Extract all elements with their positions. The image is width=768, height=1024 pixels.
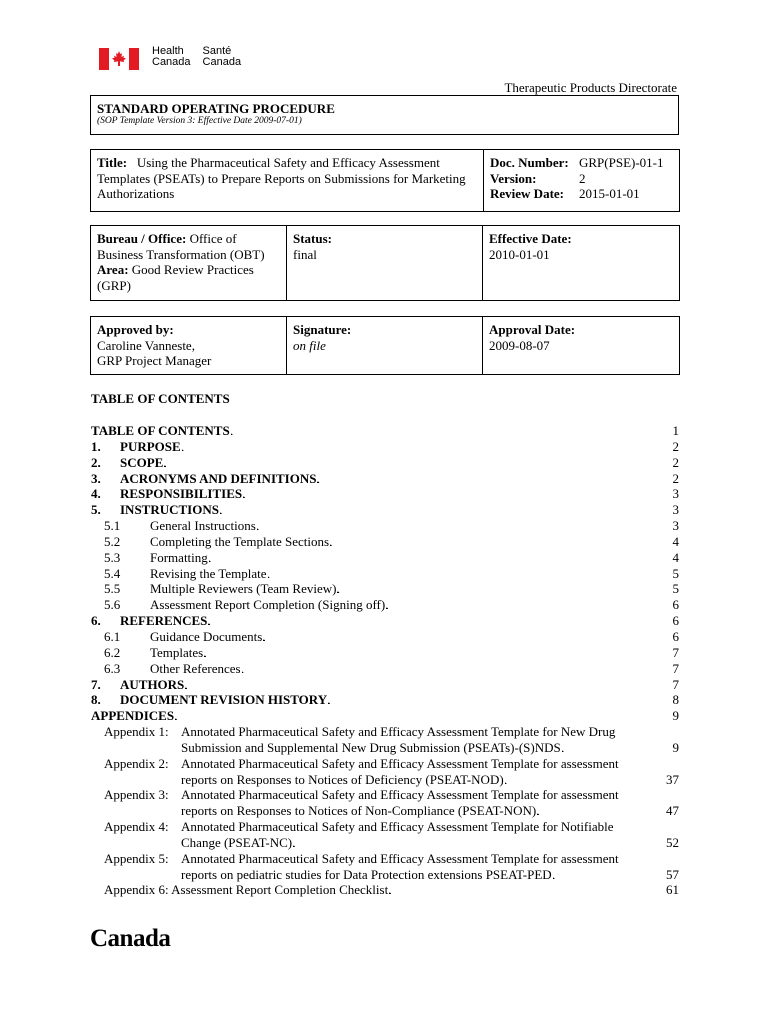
toc-entry-page: 2	[672, 438, 679, 454]
toc-entry-text: AUTHORS	[120, 676, 185, 692]
toc-entry-page: 6	[672, 613, 679, 629]
toc-entry-page: 6	[672, 628, 679, 644]
toc-entry-text: APPENDICES	[91, 708, 175, 724]
approved-by-cell	[91, 317, 287, 375]
status-cell	[287, 226, 483, 301]
toc-entry-num: Appendix 1:	[104, 724, 169, 740]
toc-entry[interactable]	[91, 708, 679, 724]
toc-entry-text: General Instructions	[150, 518, 256, 534]
toc-entry[interactable]	[91, 661, 679, 677]
toc-entry-text: Assessment Report Completion (Signing off)	[150, 597, 386, 613]
status-label: Status:	[293, 231, 333, 246]
toc-entry[interactable]	[91, 819, 679, 835]
toc-heading: TABLE OF CONTENTS	[91, 391, 230, 406]
toc-entry-num: 8.	[91, 692, 101, 708]
signature-cell	[287, 317, 483, 375]
toc-entry-page: 2	[672, 470, 679, 486]
toc-entry-page: 4	[672, 549, 679, 565]
toc-entry-text: RESPONSIBILITIES	[120, 486, 243, 502]
toc-entry-page: 9	[672, 708, 679, 724]
toc-entry-text: INSTRUCTIONS	[120, 502, 219, 518]
doc-title-label: Title:	[97, 155, 128, 170]
approval-table	[90, 316, 680, 375]
directorate-label: Therapeutic Products Directorate	[504, 80, 677, 95]
toc-entry-text: Completing the Template Sections	[150, 533, 330, 549]
toc-entry-page: 3	[672, 518, 679, 534]
bureau-value: Office of Business Transformation (OBT)	[97, 231, 265, 262]
toc-entry-text: reports on Responses to Notices of Deficiency (PSEAT-NOD)	[181, 771, 504, 787]
toc-entry-text: Submission and Supplemental New Drug Submission (PSEATs)-(S)NDS	[181, 739, 561, 755]
sop-header-box	[90, 95, 679, 135]
sop-title: STANDARD OPERATING PROCEDURE	[97, 101, 335, 116]
approved-by-role: GRP Project Manager	[97, 353, 212, 368]
toc-entry-page: 5	[672, 581, 679, 597]
toc-entry-text: Annotated Pharmaceutical Safety and Efficacy Assessment Template for Notifiable	[181, 819, 614, 835]
signature-value: on file	[293, 337, 326, 353]
toc-entry-page: 7	[672, 660, 679, 676]
toc-entry[interactable]	[91, 645, 679, 661]
toc-entry[interactable]	[91, 613, 679, 629]
toc-entry-text: Annotated Pharmaceutical Safety and Efficacy Assessment Template for assessment	[181, 850, 619, 866]
doc-info-table	[90, 149, 680, 212]
toc-entry-page: 7	[672, 644, 679, 660]
toc-entry-page: 9	[672, 739, 679, 755]
toc-entry[interactable]	[91, 439, 679, 455]
sop-subtitle: (SOP Template Version 3: Effective Date 2009-07-01)	[97, 116, 302, 126]
toc-entry-num: 5.	[91, 502, 101, 518]
review-date-label: Review Date:	[490, 186, 564, 201]
effective-date-cell	[483, 226, 680, 301]
toc-entry-text: PURPOSE	[120, 438, 181, 454]
toc-entry[interactable]	[91, 581, 679, 597]
toc-entry-num: Appendix 5:	[104, 850, 169, 866]
toc-entry-page: 61	[666, 882, 679, 898]
toc-entry[interactable]	[91, 629, 679, 645]
toc-entry-num: 6.1	[104, 628, 121, 644]
toc-entry-num: 7.	[91, 676, 101, 692]
toc-entry-text: REFERENCES	[120, 613, 208, 629]
doc-title-cell	[91, 150, 484, 212]
toc-entry-text: Other References	[150, 660, 241, 676]
status-value: final	[293, 246, 317, 262]
approval-date-value: 2009-08-07	[489, 337, 550, 353]
canada-fr: Canada	[202, 56, 242, 68]
version-label: Version:	[490, 170, 537, 186]
toc-entry-text: Templates	[150, 644, 204, 660]
toc-entry-text: reports on pediatric studies for Data Protection extensions PSEAT-PED	[181, 866, 552, 882]
toc-entry-num: Appendix 3:	[104, 787, 169, 803]
doc-number-cell	[484, 150, 680, 212]
toc-entry-page: 4	[672, 533, 679, 549]
toc-entry[interactable]	[91, 677, 679, 693]
approved-by-name: Caroline Vanneste,	[97, 337, 195, 353]
toc-entry[interactable]	[91, 787, 679, 803]
toc-entry[interactable]	[91, 518, 679, 534]
toc-entry[interactable]	[91, 566, 679, 582]
toc-entry[interactable]	[91, 803, 679, 819]
toc-entry-page: 1	[672, 423, 679, 438]
toc-entry[interactable]	[91, 597, 679, 613]
canada-en: Canada	[152, 56, 191, 68]
office-table	[90, 225, 680, 301]
area-value: Good Review Practices (GRP)	[97, 262, 254, 293]
doc-title-value: Using the Pharmaceutical Safety and Efficacy Assessment Templates (PSEATs) to Prepare Reports on Submissions for Marketing Authorizations	[97, 155, 466, 201]
toc-entry-num: Appendix 2:	[104, 755, 169, 771]
toc-entry-text: Change (PSEAT-NC)	[181, 834, 293, 850]
toc-entry-text: ACRONYMS AND DEFINITIONS	[120, 470, 317, 486]
toc-entry-text: Formatting	[150, 549, 208, 565]
toc-entry[interactable]	[91, 550, 679, 566]
toc-entry-num: 6.3	[104, 660, 121, 676]
review-date-value: 2015-01-01	[579, 186, 640, 201]
health-en: Health	[152, 45, 184, 57]
signature-label: Signature:	[293, 322, 352, 337]
effective-date-value: 2010-01-01	[489, 246, 550, 262]
toc-entry-num: 6.	[91, 613, 101, 629]
toc-entry-text: SCOPE	[120, 454, 164, 470]
toc-entry[interactable]	[91, 423, 679, 439]
effective-date-label: Effective Date:	[489, 231, 572, 246]
canada-wordmark	[90, 925, 170, 953]
toc-entry[interactable]	[91, 835, 679, 851]
toc-entry[interactable]	[91, 851, 679, 867]
doc-number-value: GRP(PSE)-01-1	[579, 155, 664, 170]
toc-entry-num: 6.2	[104, 644, 121, 660]
toc-entry-text: Multiple Reviewers (Team Review)	[150, 581, 337, 597]
toc-entry-page: 57	[666, 866, 679, 882]
toc-entry-num: 5.1	[104, 518, 121, 534]
toc-entry-num: 5.2	[104, 533, 121, 549]
approval-date-cell	[483, 317, 680, 375]
toc-entry-text: Annotated Pharmaceutical Safety and Efficacy Assessment Template for New Drug	[181, 724, 616, 740]
toc-entry-page: 7	[672, 676, 679, 692]
toc-entry-page: 8	[672, 692, 679, 708]
toc-entry-num: Appendix 4:	[104, 819, 169, 835]
toc-entry-num: 5.3	[104, 549, 121, 565]
toc-entry-text: Revising the Template	[150, 565, 267, 581]
toc-entry-page: 47	[666, 803, 679, 819]
toc-entry[interactable]	[91, 471, 679, 487]
area-label: Area:	[97, 262, 129, 277]
toc-entry-text: Appendix 6: Assessment Report Completion Checklist	[104, 882, 389, 898]
toc-entry-text: TABLE OF CONTENTS	[91, 423, 230, 438]
toc-entry-text: Guidance Documents	[150, 628, 263, 644]
toc-entry-num: 5.6	[104, 597, 121, 613]
toc-entry[interactable]	[91, 502, 679, 518]
toc-entry-page: 3	[672, 486, 679, 502]
toc-entry[interactable]	[91, 882, 679, 898]
table-of-contents	[91, 423, 679, 898]
toc-entry-text: DOCUMENT REVISION HISTORY	[120, 692, 328, 708]
health-canada-logo	[99, 46, 253, 70]
toc-entry-page: 37	[666, 771, 679, 787]
health-fr: Santé	[202, 45, 232, 57]
toc-entry[interactable]	[91, 724, 679, 740]
toc-entry[interactable]	[91, 756, 679, 772]
toc-entry-num: 1.	[91, 438, 101, 454]
toc-entry[interactable]	[91, 740, 679, 756]
toc-entry-num: 5.5	[104, 581, 121, 597]
toc-entry-num: 5.4	[104, 565, 121, 581]
toc-entry-page: 2	[672, 454, 679, 470]
toc-entry[interactable]	[91, 455, 679, 471]
toc-entry[interactable]	[91, 534, 679, 550]
canada-wordmark-text: Canada	[90, 925, 171, 952]
doc-number-label: Doc. Number:	[490, 155, 569, 170]
version-value: 2	[579, 170, 586, 186]
approved-by-label: Approved by:	[97, 322, 174, 337]
toc-entry-page: 3	[672, 502, 679, 518]
toc-entry-text: Annotated Pharmaceutical Safety and Efficacy Assessment Template for assessment	[181, 755, 619, 771]
toc-entry-page: 52	[666, 834, 679, 850]
toc-entry-page: 6	[672, 597, 679, 613]
canada-flag-icon	[99, 48, 139, 70]
toc-entry[interactable]	[91, 486, 679, 502]
bureau-label: Bureau / Office:	[97, 231, 187, 246]
toc-entry-text: reports on Responses to Notices of Non-Compliance (PSEAT-NON)	[181, 803, 537, 819]
toc-entry-num: 2.	[91, 454, 101, 470]
toc-entry[interactable]	[91, 867, 679, 883]
toc-entry-page: 5	[672, 565, 679, 581]
toc-entry-text: Annotated Pharmaceutical Safety and Efficacy Assessment Template for assessment	[181, 787, 619, 803]
bureau-cell	[91, 226, 287, 301]
toc-entry-num: 3.	[91, 470, 101, 486]
approval-date-label: Approval Date:	[489, 322, 576, 337]
toc-entry[interactable]	[91, 692, 679, 708]
toc-entry-num: 4.	[91, 486, 101, 502]
toc-entry[interactable]	[91, 772, 679, 788]
